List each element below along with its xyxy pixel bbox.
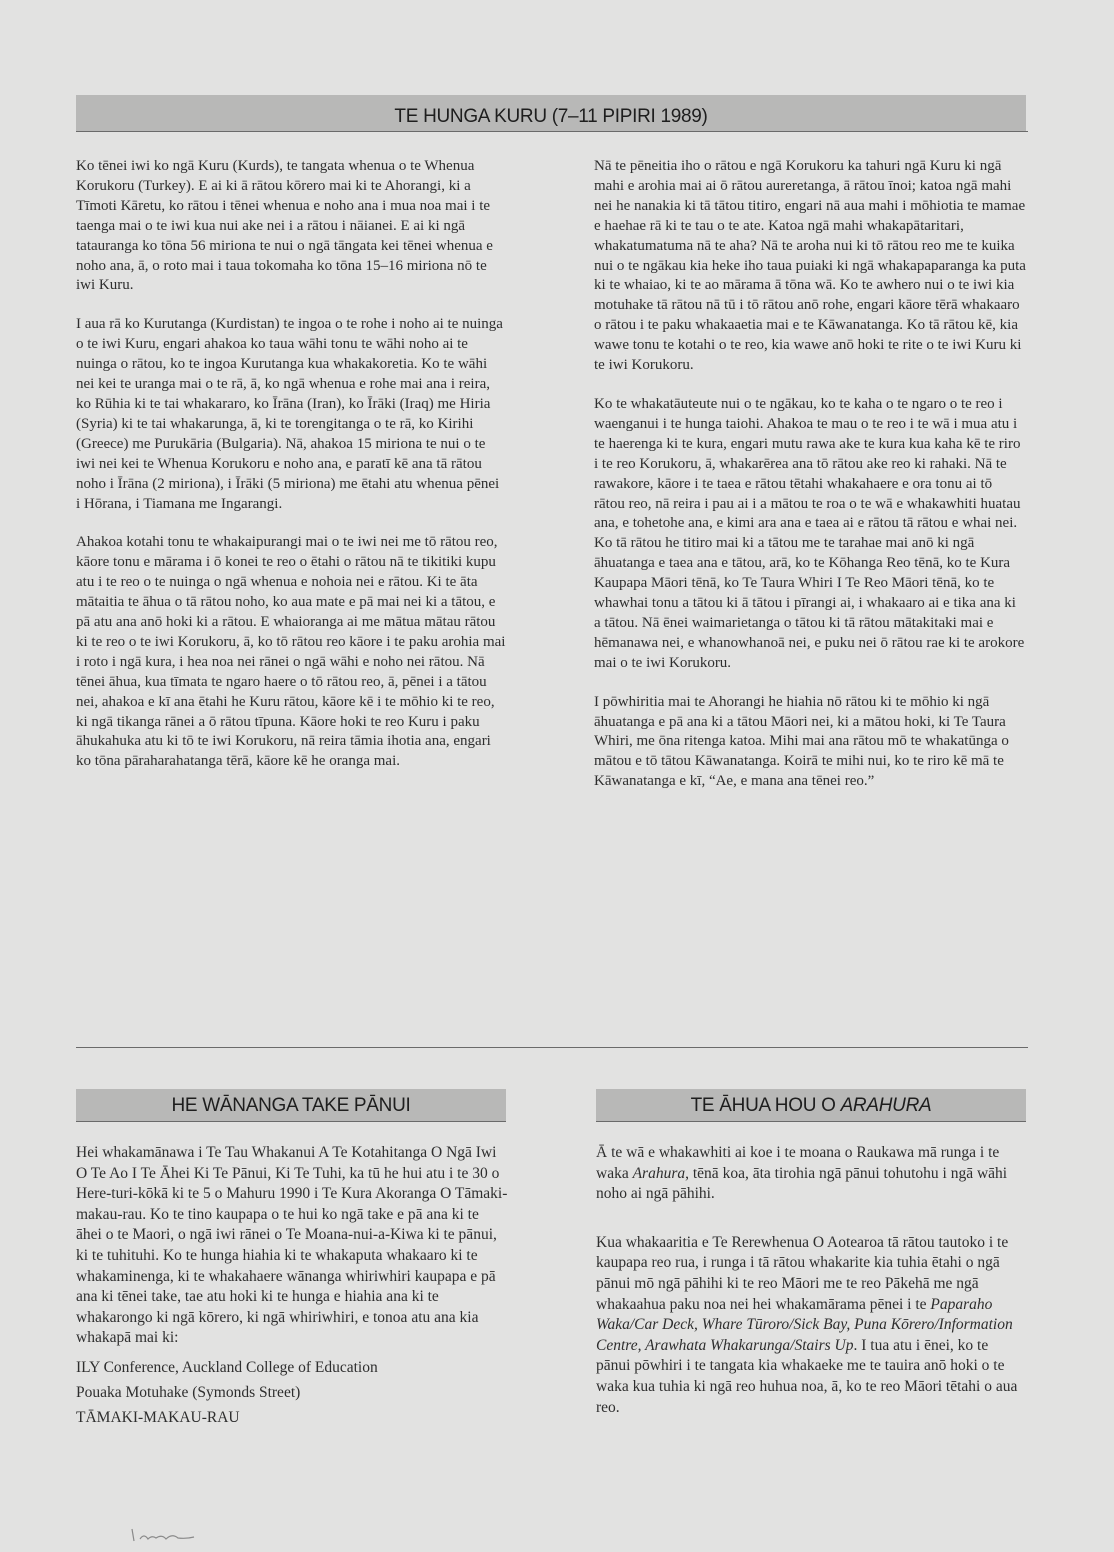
- title-underline-wananga: [76, 1121, 506, 1122]
- wananga-column: [76, 1143, 508, 1430]
- arahura-paragraph-2: [596, 1233, 1022, 1418]
- section-divider: [76, 1047, 1028, 1048]
- section-title-banner-arahura: [596, 1089, 1026, 1121]
- section-title-arahura-italic: ARAHURA: [840, 1095, 932, 1116]
- arahura-p1-ship-name: Arahura: [632, 1164, 686, 1182]
- section-title-kuru: TE HUNGA KURU (7–11 PIPIRI 1989): [394, 106, 708, 127]
- kuru-left-column: [76, 157, 506, 791]
- handwritten-mark: [128, 1525, 208, 1547]
- arahura-p1-text-b: , tēnā koa, āta tirohia ngā pānui tohutohu i ngā wāhi noho ai ngā pāhihi.: [596, 1164, 1008, 1203]
- section-title-banner-kuru: [76, 95, 1026, 131]
- arahura-paragraph-1: [596, 1143, 1022, 1205]
- title-underline-arahura: [596, 1121, 1026, 1122]
- section-title-wananga: HE WĀNANGA TAKE PĀNUI: [171, 1095, 411, 1116]
- address-line-3: TĀMAKI-MAKAU-RAU: [76, 1408, 240, 1426]
- section-title-banner-wananga: [76, 1089, 506, 1121]
- wananga-paragraph: Hei whakamānawa i Te Tau Whakanui A Te Kotahitanga O Ngā Iwi O Te Ao I Te Āhei Ki Te Pānui, Ki Te Tuhi, ka tū he hui atu i te 30 o Here-turi-kōkā ki te 5 o Mahuru 1990 i Te Kura Akoranga O Tāmaki-makau-rau. Ko te tino kaupapa o te hui ko ngā take e pā ana ki te āhei o te Maori, o ngā iwi rānei o Te Moana-nui-a-Kiwa ki te pānui, ki te tuhituhi. Ko te hunga hiahia ki te whakaputa whakaaro ki te whakaminenga, ki te whakahaere wānanga whiriwhiri kaupapa e pā ana ki tēnei take, tae atu hoki ki te hunga e hiahia ana ki te whakarongo ki ngā kōrero, ki ngā whiriwhiri, e tonoa atu ana kia whakapā mai ki:: [76, 1144, 508, 1347]
- kuru-right-paragraph-1: Nā te pēneitia iho o rātou e ngā Korukoru ka tahuri ngā Kuru ki ngā mahi e arohia mai ai ō rātou aureretanga, ā rātou īnoi; katoa ngā mahi nei he nanakia ki tā tātou titiro, engari nā aua mahi i mōhiotia te mamae e haehae rā ki te tau o te ate. Katoa ngā mahi whakapātaritari, whakatumatuma nā te aha? Nā te aroha nui ki tō rātou reo me te kuika nui o te ngākau kia heke iho taua puiaki ki ngā whakapaparanga ka puta ki te whaiao, ki te ao mārama ā tōna wā. Ko te awhero nui o te iwi kia motuhake tā rātou nā tū i tō rātou anō rohe, engari kāore tērā whakaaro o rātou i te paku whakaaetia mai e te Kāwanatanga. Ko tā rātou kē, kia wawe tonu te kotahi o te reo, kia wawe anō hoki te rite o te iwi Kuru ki te iwi Korukoru.: [594, 158, 1026, 374]
- title-underline-kuru: [76, 131, 1028, 132]
- kuru-right-paragraph-2: Ko te whakatāuteute nui o te ngākau, ko te kaha o te ngaro o te reo i waenganui i te hunga taiohi. Ahakoa te mau o te reo i te wā i mua atu i te haerenga ki te kura, engari mutu rawa ake te kura kua kaha kē te riro i te reo Korukoru, ā, whakarērea ana tō rātou ake reo ki rahaki. Nā te rawakore, kāore i te taea e rātou tētahi whakahaere e ora tonu ai tō rātou reo, nā reira i pau ai i a mātou te roa o te wā e whakawhiti huatau ana, e tohetohe ana, e kimi ara ana e taea ai e rātou tā rātou e whai nei. Ko tā rātou he titiro mai ki a tātou me te tarahae mai anō ki ngā āhuatanga e taea ana e tātou, arā, ko te Kōhanga Reo tēnā, ko te Kura Kaupapa Māori tēnā, ko Te Taura Whiri I Te Reo Māori tēnā, ko te whawhai tonu a tātou ki ā tātou i pīrangi ai, i whakaaro ai e tika ana ki a tātou. Nā ēnei waimarietanga o tātou ki tā rātou mātakitaki mai e hēmanawa nei, e whanowhanoā nei, e puku nei ō rātou rae ki te arokore mai o te iwi Korukoru.: [594, 395, 1025, 671]
- kuru-left-paragraph-3: Ahakoa kotahi tonu te whakaipurangi mai o te iwi nei me tō rātou reo, kāore tonu e mārama i ō konei te reo o ētahi o rātou nā te tikitiki kupu atu i te reo o te nuinga o ngā whenua e nohoia nei e rātou. Ki te āta mātaitia te āhua o tā rātou noho, ko aua mate e pā mai nei ki a tātou, e pā atu ana anō hoki ki a rātou. E whaioranga ai me mātua mātau rātou ki te reo o te iwi Korukoru, ā, ko tō rātou reo kāore i te paku arohia mai i roto i ngā kura, i hea noa nei rānei o ngā wāhi e noho nei rātou. Nā tēnei āhua, kua tīmata te ngaro haere o tō rātou reo, ā, pēnei i a tātou nei, ahakoa e kī ana ētahi he Kuru rātou, kāore kē i te mōhio ki te reo, ki ngā tikanga rānei a ō rātou tīpuna. Kāore hoki te reo Kuru i paku āhukahuka atu ki tō te iwi Korukoru, nā reira tāmia ihotia ana, engari ko tōna pāraharahatanga tērā, kāore kē he oranga mai.: [76, 534, 506, 770]
- arahura-p1-text-a: Ā te wā e whakawhiti ai koe i te moana o Raukawa mā runga i te waka: [596, 1144, 1000, 1182]
- arahura-p2-text-b: . I tua atu i ēnei, ko te pānui pōwhiri i te tangata kia whakaeke me te tauira anō hoki o te waka kua tuhia ki ngā reo huhua noa, ā, ko te reo Māori tētahi o aua reo.: [596, 1336, 1018, 1416]
- address-line-1: ILY Conference, Auckland College of Education: [76, 1358, 378, 1376]
- kuru-left-paragraph-2: I aua rā ko Kurutanga (Kurdistan) te ingoa o te rohe i noho ai te nuinga o te iwi Kuru, engari ahakoa ko taua wāhi tonu te wāhi noho ai te nuinga o rātou, ko te ingoa Kurutanga kua whakakoretia. Ko te wāhi nei kei te uranga mai o te rā, ā, ko ngā whenua e rohe mai ana i reira, ko Rūhia ki te tai whakararo, ko Īrāna (Iran), ko Īrāki (Iraq) me Hiria (Syria) ki te tai whakarunga, ā, ki te torengitanga o te rā, ko Kirihi (Greece) me Purukāria (Bulgaria). Nā, ahakoa 15 miriona te nui o te iwi nei kei te Whenua Korukoru e noho ana, e paratī kē ana tā rātou noho i Īrāna (2 miriona), i Īrāki (5 miriona) me ētahi atu whenua pēnei i Hōrana, i Tiamana me Ingarangi.: [76, 316, 503, 512]
- address-line-2: Pouaka Motuhake (Symonds Street): [76, 1383, 301, 1401]
- kuru-left-paragraph-1: Ko tēnei iwi ko ngā Kuru (Kurds), te tangata whenua o te Whenua Korukoru (Turkey). E ai ki ā rātou kōrero mai ki te Ahorangi, ki a Tīmoti Kāretu, ko rātou i tēnei whenua e noho ana i mua noa mai i te taenga mai o te iwi kua nui ake nei i a rātou i nāianei. E ai ki ngā tatauranga ko tōna 56 miriona te nui o ngā tāngata kei tēnei whenua e noho ana, ā, o roto mai i taua tokomaha ko tōna 15–16 miriona nō te iwi Kuru.: [76, 158, 493, 294]
- arahura-p2-sign-examples: Paparaho Waka/Car Deck, Whare Tūroro/Sick Bay, Puna Kōrero/Information Centre, Arawhata Whakarunga/Stairs Up: [596, 1295, 1013, 1354]
- arahura-p2-text-a: Kua whakaaritia e Te Rerewhenua O Aotearoa tā rātou tautoko i te kaupapa reo rua, i runga i tā rātou whakarite kia tuhia ētahi o ngā pānui mō ngā pāhihi ki te reo Māori me te reo Pākehā me ngā whakaahua paku noa nei hei whakamārama pēnei i te: [596, 1233, 1009, 1313]
- kuru-right-column: [594, 157, 1026, 811]
- kuru-right-paragraph-3: I pōwhiritia mai te Ahorangi he hiahia nō rātou ki te mōhio ki ngā āhuatanga e pā ana ki a tātou Māori nei, ki a mātou hoki, ki Te Taura Whiri, me ōna ritenga katoa. Mihi mai ana rātou mō te whakatūnga o mātou e tō tātou Kāwanatanga. Koirā te mihi nui, ko te riro kē mā te Kāwanatanga e kī, “Ae, e mana ana tēnei reo.”: [594, 693, 1009, 790]
- arahura-column: [596, 1143, 1022, 1437]
- section-title-arahura-prefix: TE ĀHUA HOU O: [690, 1095, 841, 1116]
